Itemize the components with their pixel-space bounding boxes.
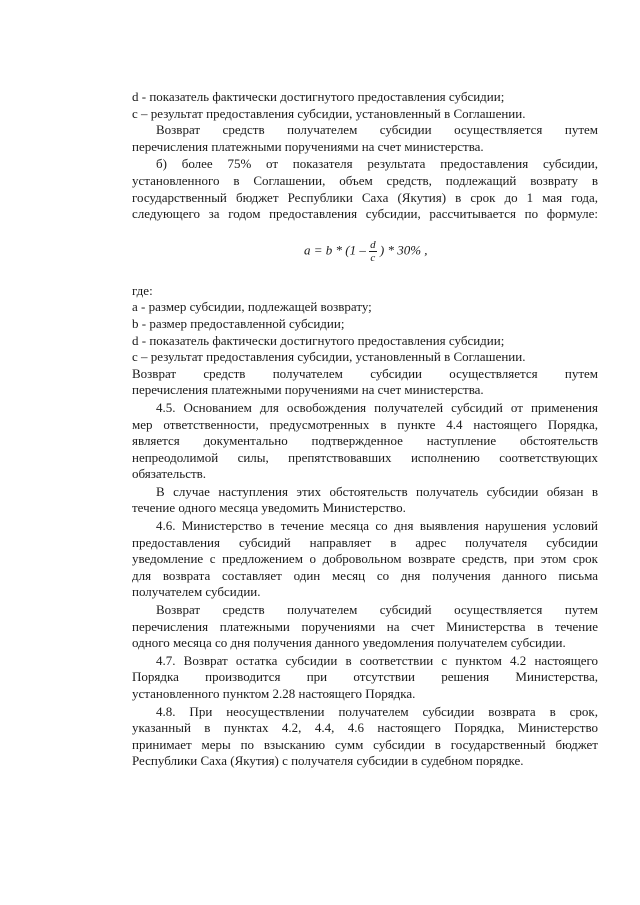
paragraph-line: 4.6. Министерство в течение месяца со дня выявления нарушения условий [156, 518, 598, 534]
paragraph-line: 4.5. Основанием для освобождения получателей субсидий от применения [156, 399, 598, 415]
paragraph-4-7 [132, 653, 598, 703]
paragraph-line: принимает меры по взысканию сумм субсидии в государственный бюджет [132, 736, 598, 752]
paragraph-4-5 [132, 400, 598, 483]
definition-b: b - размер предоставленной субсидии; [132, 315, 345, 331]
paragraph-line: В случае наступления этих обстоятельств получатель субсидии обязан в [156, 483, 598, 499]
paragraph-line: является документально подтвержденное наступление обстоятельств [132, 433, 598, 449]
paragraph-line: указанный в пунктах 4.2, 4.4, 4.6 настоящего Порядка, Министерство [132, 720, 598, 736]
paragraph-line: непреодолимой силы, препятствовавших исполнению соответствующих [132, 449, 598, 465]
paragraph-line: перечисления платежными поручениями на счет Министерства в течение [132, 618, 598, 634]
where-block [132, 283, 598, 399]
paragraph-4-6-b [132, 602, 598, 652]
definition-d: d - показатель фактически достигнутого предоставления субсидии; [132, 89, 505, 104]
return-line-1: Возврат средств получателем субсидии осуществляется путем [156, 122, 598, 138]
paragraph-definitions-top [132, 89, 598, 155]
paragraph-line: одного месяца со дня получения данного уведомления получателем субсидии. [132, 635, 566, 651]
paragraph-line: 4.8. При неосуществлении получателем субсидии возврата в срок, [156, 703, 598, 719]
formula-numerator: d [370, 238, 376, 251]
paragraph-line: Возврат средств получателем субсидий осуществляется путем [156, 602, 598, 618]
paragraph-line: уведомление с предложением о добровольном возврате средств, при этом срок [132, 551, 598, 567]
paragraph-line: установленного в Соглашении, объем средств, подлежащий возврату в [132, 172, 598, 188]
paragraph-4-5-b [132, 484, 598, 517]
paragraph-4-8 [132, 704, 598, 770]
return-line-2: перечисления платежными поручениями на счет министерства. [132, 382, 484, 398]
definition-a: a - размер субсидии, подлежащей возврату; [132, 299, 372, 315]
formula-denominator: c [370, 251, 376, 264]
definition-c: c – результат предоставления субсидии, установленный в Соглашении. [132, 349, 526, 365]
formula-left: a = b * (1 – [304, 242, 366, 258]
document-body [132, 89, 598, 770]
paragraph-line: Республики Саха (Якутия) с получателя субсидии в судебном порядке. [132, 753, 524, 769]
paragraph-line: течение одного месяца уведомить Министерство. [132, 500, 406, 516]
paragraph-line: для возврата составляет один месяц со дня получения данного письма [132, 567, 598, 583]
where-label: где: [132, 282, 153, 298]
paragraph-4-6 [132, 518, 598, 601]
formula-block [132, 223, 598, 283]
paragraph-line: государственный бюджет Республики Саха (Якутия) в срок до 1 мая года, [132, 189, 598, 205]
paragraph-line: Порядка производится при отсутствии решения Министерства, [132, 669, 598, 685]
formula [304, 239, 428, 264]
paragraph-line: предоставления субсидий направляет в адрес получателя субсидии [132, 534, 598, 550]
paragraph-over-75 [132, 156, 598, 222]
return-line-1: Возврат средств получателем субсидии осуществляется путем [132, 365, 598, 381]
formula-fraction [369, 239, 377, 264]
definition-c: c – результат предоставления субсидии, установленный в Соглашении. [132, 105, 526, 121]
definition-d: d - показатель фактически достигнутого предоставления субсидии; [132, 332, 505, 348]
paragraph-line: установленного пунктом 2.28 настоящего Порядка. [132, 686, 416, 701]
paragraph-line: обязательств. [132, 466, 207, 482]
paragraph-line: 4.7. Возврат остатка субсидии в соответствии с пунктом 4.2 настоящего [156, 652, 598, 668]
paragraph-line: мер ответственности, предусмотренных в пункте 4.4 настоящего Порядка, [132, 416, 598, 432]
return-line-2: перечисления платежными поручениями на счет министерства. [132, 138, 484, 154]
paragraph-line: получателем субсидии. [132, 584, 261, 600]
paragraph-line: следующего за годом предоставления субсидии, рассчитывается по формуле: [132, 206, 598, 222]
paragraph-line: б) более 75% от показателя результата предоставления субсидии, [156, 156, 598, 172]
formula-right: ) * 30% , [379, 242, 428, 258]
